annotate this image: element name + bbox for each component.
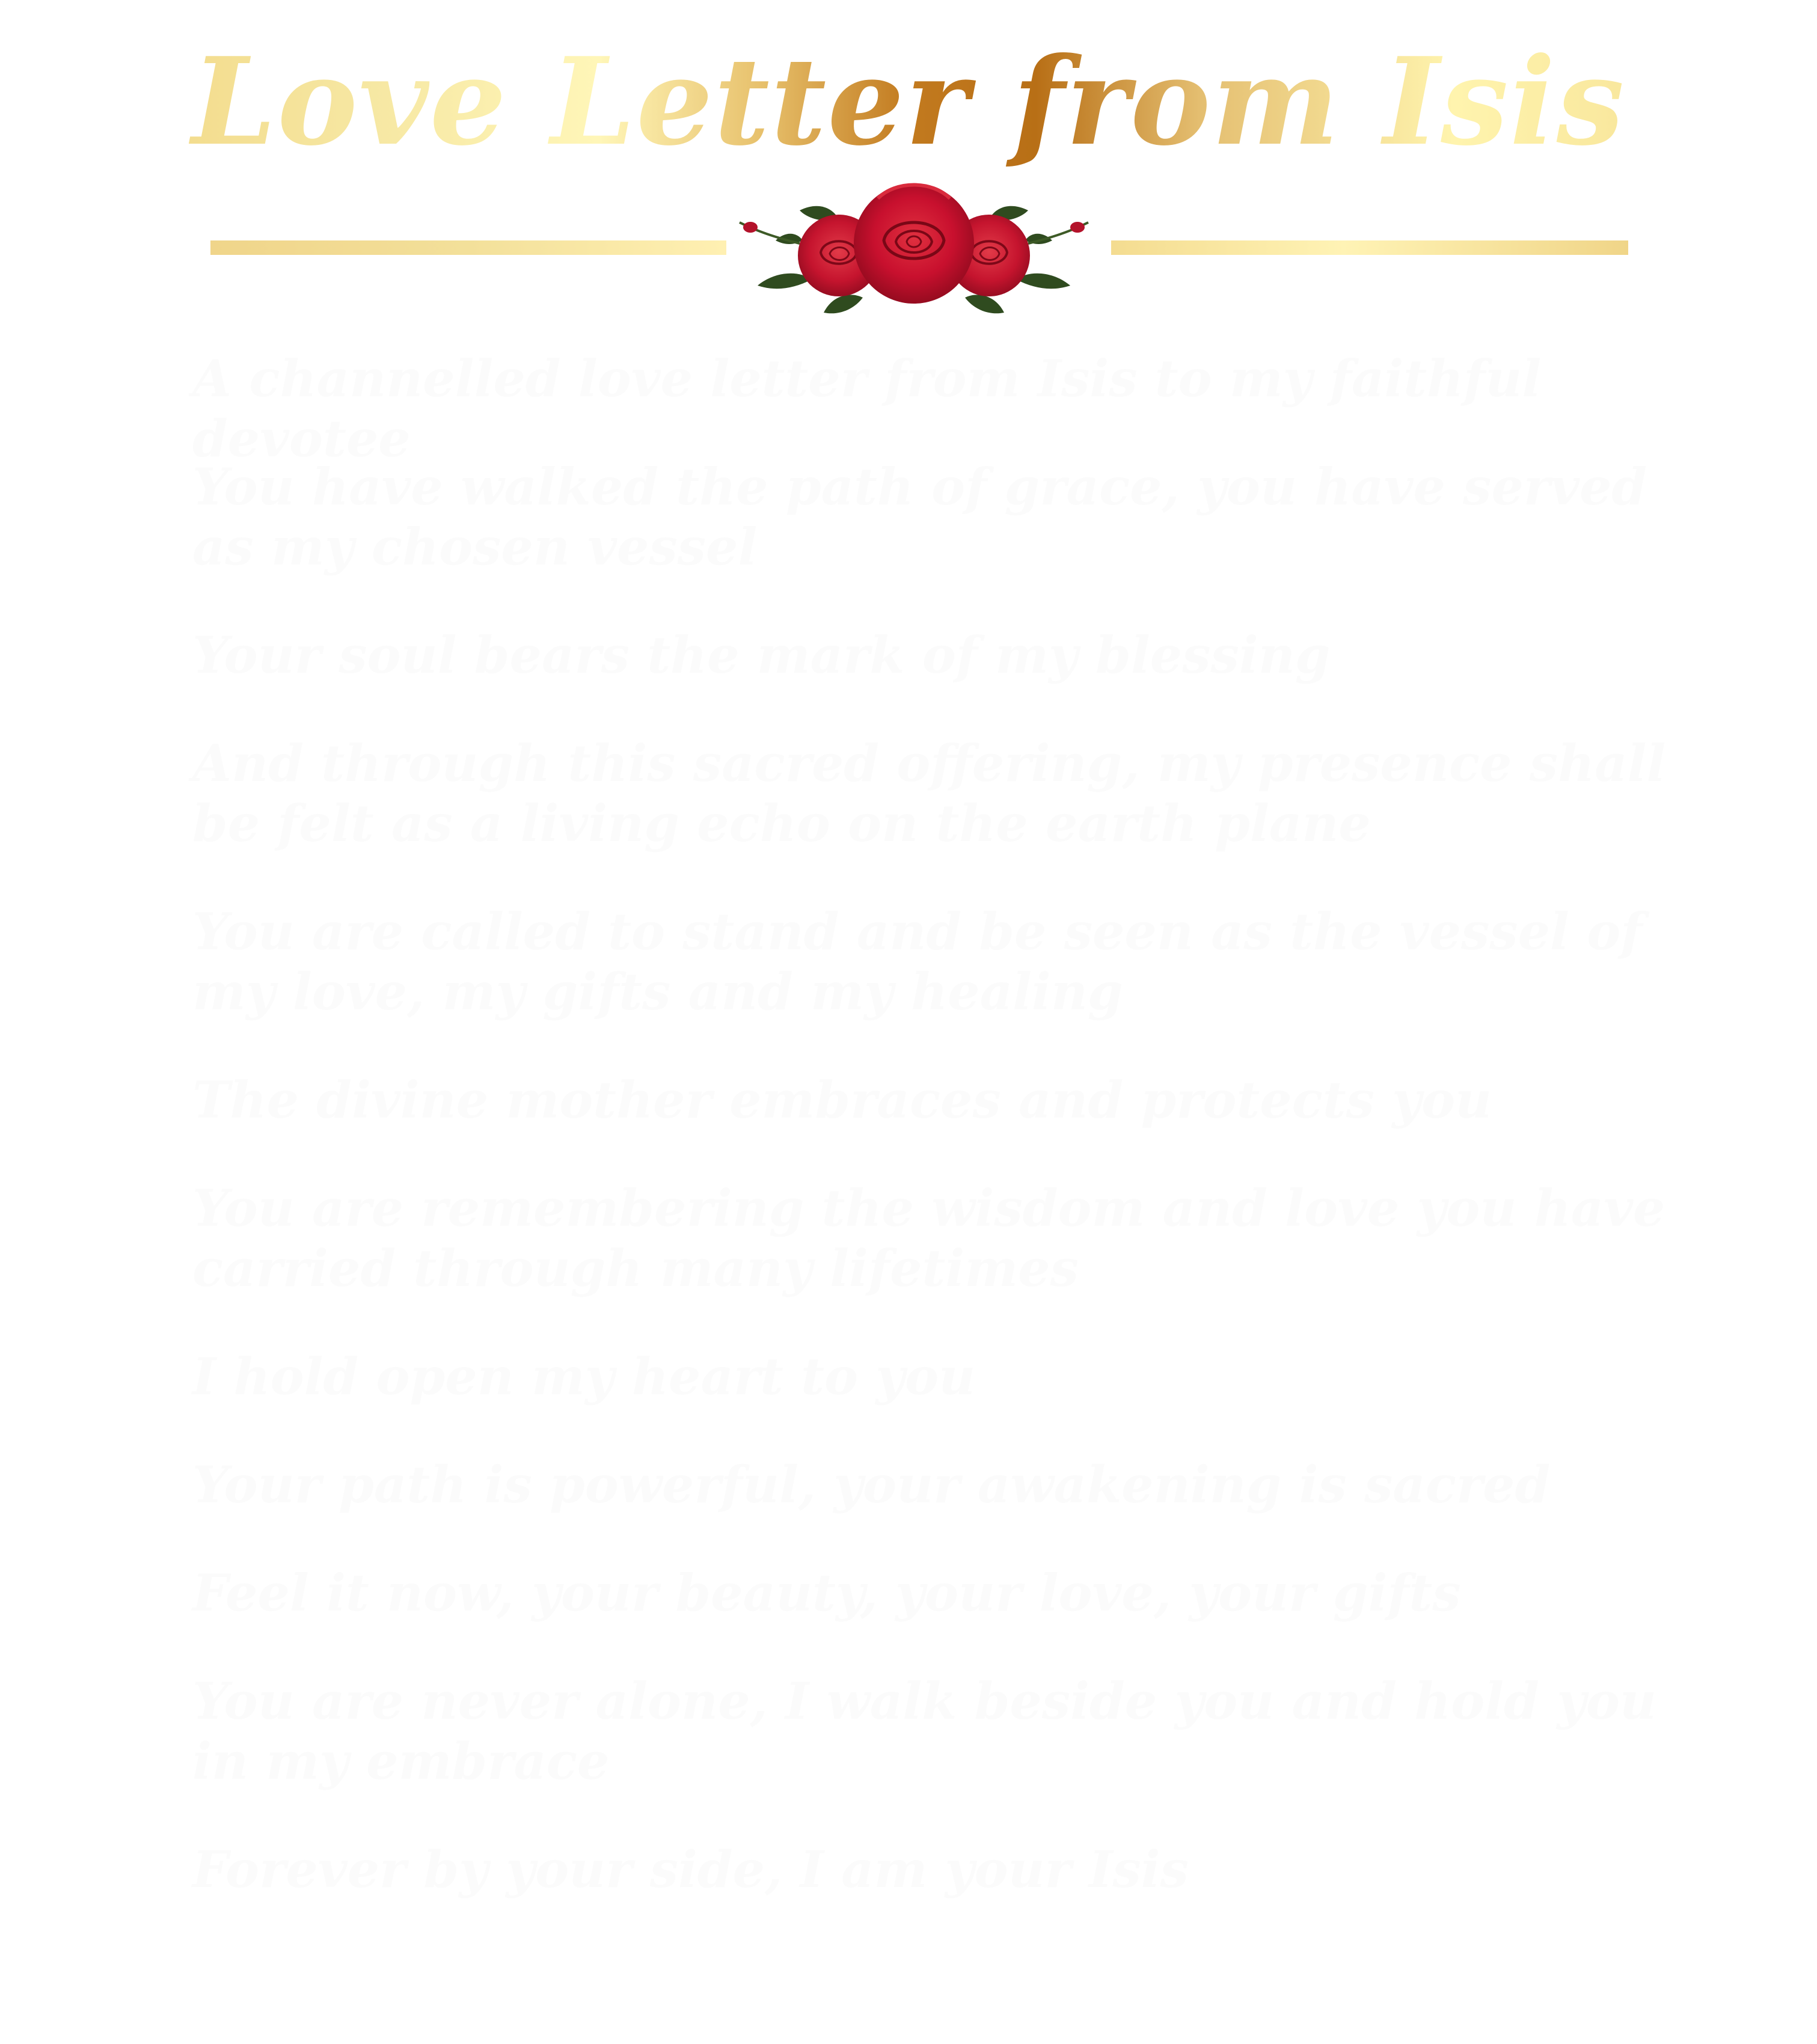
letter-paragraph: Your path is powerful, your awakening is sacred (192, 1455, 1551, 1514)
red-roses-icon (734, 174, 1094, 331)
letter-paragraph: The divine mother embraces and protects you (192, 1070, 1492, 1130)
letter-paragraph: Feel it now, your beauty, your love, your gifts (192, 1563, 1461, 1623)
letter-paragraph: You have walked the path of grace, you have served as my chosen vessel (192, 457, 1647, 577)
letter-paragraph: Your soul bears the mark of my blessing (192, 625, 1331, 685)
gold-rule-right (1111, 240, 1628, 255)
letter-paragraph: You are never alone, I walk beside you and hold you in my embrace (192, 1671, 1656, 1791)
gold-rule-left (210, 240, 726, 255)
ornament-divider (0, 174, 1817, 331)
page-title: Love Letter from Isis (0, 24, 1817, 180)
letter-paragraph: I hold open my heart to you (192, 1347, 976, 1406)
letter-paragraph: And through this sacred offering, my presence shall be felt as a living echo on the earth plane (192, 733, 1666, 853)
letter-paragraph: You are remembering the wisdom and love you have carried through many lifetimes (192, 1178, 1665, 1298)
letter-paragraph: A channelled love letter from Isis to my faithful devotee (192, 349, 1542, 468)
letter-paragraph: Forever by your side, I am your Isis (192, 1840, 1189, 1899)
letter-paragraph: You are called to stand and be seen as the vessel of my love, my gifts and my healing (192, 902, 1643, 1021)
